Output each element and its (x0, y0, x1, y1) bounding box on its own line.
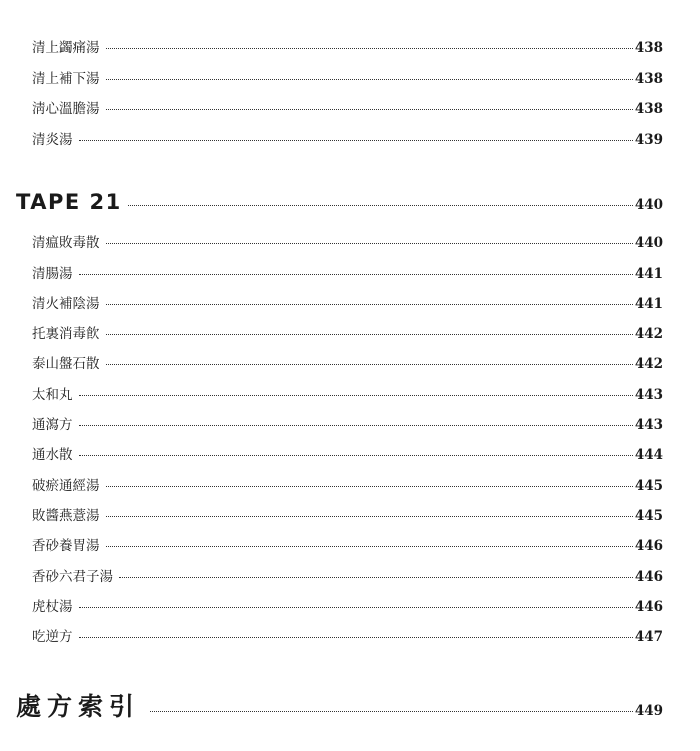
page-number: 438 (634, 71, 663, 87)
page-number: 442 (634, 326, 663, 342)
entry-title: 清腸湯 (32, 266, 73, 282)
dot-leader (79, 637, 633, 638)
toc-entry[interactable] (32, 534, 663, 556)
page-number: 444 (634, 447, 663, 463)
page-number: 446 (634, 599, 663, 615)
page-number: 443 (634, 417, 663, 433)
toc-entry[interactable] (32, 262, 663, 284)
dot-leader (106, 486, 633, 487)
dot-leader (106, 304, 633, 305)
entry-title: 吃逆方 (32, 629, 73, 645)
toc-entry[interactable] (32, 413, 663, 435)
dot-leader (106, 334, 633, 335)
entry-title: 破瘀通經湯 (32, 478, 100, 494)
toc-entry[interactable] (32, 625, 663, 647)
entry-title: 通瀉方 (32, 417, 73, 433)
section-title: 處方索引 (16, 692, 141, 721)
toc-entry[interactable] (32, 128, 663, 150)
toc-entry[interactable] (32, 504, 663, 526)
page-number: 442 (634, 356, 663, 372)
toc-entry[interactable] (32, 383, 663, 405)
page-number: 441 (634, 296, 663, 312)
entry-title: 敗醬燕薏湯 (32, 508, 100, 524)
dot-leader (150, 711, 633, 712)
dot-leader (128, 205, 633, 206)
entry-title: 香砂六君子湯 (32, 569, 113, 585)
entry-title: 清上補下湯 (32, 71, 100, 87)
toc-entry[interactable] (32, 97, 663, 119)
entry-title: 太和丸 (32, 387, 73, 403)
dot-leader (106, 48, 633, 49)
entry-title: 清火補陰湯 (32, 296, 100, 312)
toc-entry[interactable] (32, 595, 663, 617)
dot-leader (106, 109, 633, 110)
page-number: 445 (634, 508, 663, 524)
dot-leader (79, 140, 633, 141)
page-number: 446 (634, 569, 663, 585)
page-number: 446 (634, 538, 663, 554)
page-number: 441 (634, 266, 663, 282)
section-heading-index[interactable] (16, 687, 663, 723)
page-number: 447 (634, 629, 663, 645)
toc-entry[interactable] (32, 474, 663, 496)
entry-title: 淸心溫膽湯 (32, 101, 100, 117)
dot-leader (106, 516, 633, 517)
dot-leader (106, 546, 633, 547)
dot-leader (79, 395, 633, 396)
dot-leader (79, 607, 633, 608)
page-number: 440 (634, 235, 663, 251)
page-number: 443 (634, 387, 663, 403)
dot-leader (79, 455, 633, 456)
entry-title: 清上蠲痛湯 (32, 40, 100, 56)
dot-leader (106, 79, 633, 80)
toc-entry[interactable] (32, 231, 663, 253)
section-heading-tape-21[interactable] (16, 190, 663, 220)
page-number: 440 (634, 197, 663, 213)
entry-title: 香砂養胃湯 (32, 538, 100, 554)
entry-title: 虎杖湯 (32, 599, 73, 615)
toc-entry[interactable] (32, 565, 663, 587)
toc-entry[interactable] (32, 36, 663, 58)
entry-title: 泰山盤石散 (32, 356, 100, 372)
dot-leader (79, 425, 633, 426)
page-number: 445 (634, 478, 663, 494)
entry-title: 清瘟敗毒散 (32, 235, 100, 251)
toc-entry[interactable] (32, 322, 663, 344)
page-number: 449 (634, 703, 663, 719)
dot-leader (106, 243, 633, 244)
section-title: TAPE 21 (16, 190, 122, 214)
dot-leader (106, 364, 633, 365)
page-number: 439 (634, 132, 663, 148)
entry-title: 托裏消毒飮 (32, 326, 100, 342)
page-number: 438 (634, 40, 663, 56)
toc-entry[interactable] (32, 443, 663, 465)
toc-entry[interactable] (32, 292, 663, 314)
toc-entry[interactable] (32, 352, 663, 374)
dot-leader (79, 274, 633, 275)
dot-leader (119, 577, 633, 578)
entry-title: 清炎湯 (32, 132, 73, 148)
toc-entry[interactable] (32, 67, 663, 89)
entry-title: 通水散 (32, 447, 73, 463)
page-number: 438 (634, 101, 663, 117)
